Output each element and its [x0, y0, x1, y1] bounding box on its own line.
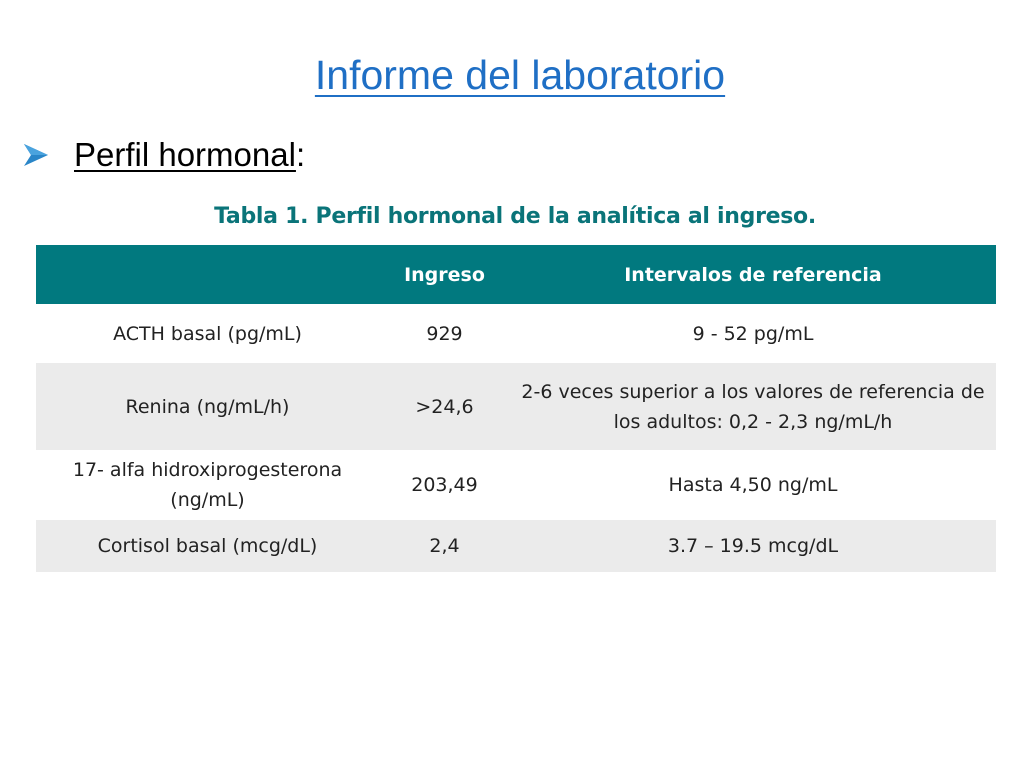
bullet-line — [22, 136, 305, 174]
bullet-suffix: : — [295, 136, 306, 173]
cell-reference: Hasta 4,50 ng/mL — [510, 450, 996, 520]
table-row — [36, 450, 996, 520]
cell-parameter: Cortisol basal (mcg/dL) — [36, 520, 379, 572]
bullet-label: Perfil hormonal — [74, 136, 296, 173]
table-row — [36, 363, 996, 450]
table-header-row — [36, 245, 996, 304]
cell-ingreso: 2,4 — [379, 520, 510, 572]
cell-reference: 2-6 veces superior a los valores de referencia de los adultos: 0,2 - 2,3 ng/mL/h — [510, 363, 996, 450]
cell-ingreso: 203,49 — [379, 450, 510, 520]
table-row — [36, 520, 996, 572]
arrowhead-bullet-icon — [22, 142, 50, 168]
bullet-text — [74, 136, 305, 174]
cell-ingreso: >24,6 — [379, 363, 510, 450]
header-reference: Intervalos de referencia — [510, 245, 996, 304]
table-row — [36, 304, 996, 363]
cell-reference: 3.7 – 19.5 mcg/dL — [510, 520, 996, 572]
cell-parameter: ACTH basal (pg/mL) — [36, 304, 379, 363]
cell-reference: 9 - 52 pg/mL — [510, 304, 996, 363]
slide-title: Informe del laboratorio — [314, 52, 726, 98]
header-parameter — [36, 245, 379, 304]
table-caption: Tabla 1. Perfil hormonal de la analítica al ingreso. — [214, 204, 816, 229]
cell-ingreso: 929 — [379, 304, 510, 363]
cell-parameter: Renina (ng/mL/h) — [36, 363, 379, 450]
hormone-table — [36, 245, 996, 572]
header-ingreso: Ingreso — [379, 245, 510, 304]
cell-parameter: 17- alfa hidroxiprogesterona (ng/mL) — [36, 450, 379, 520]
